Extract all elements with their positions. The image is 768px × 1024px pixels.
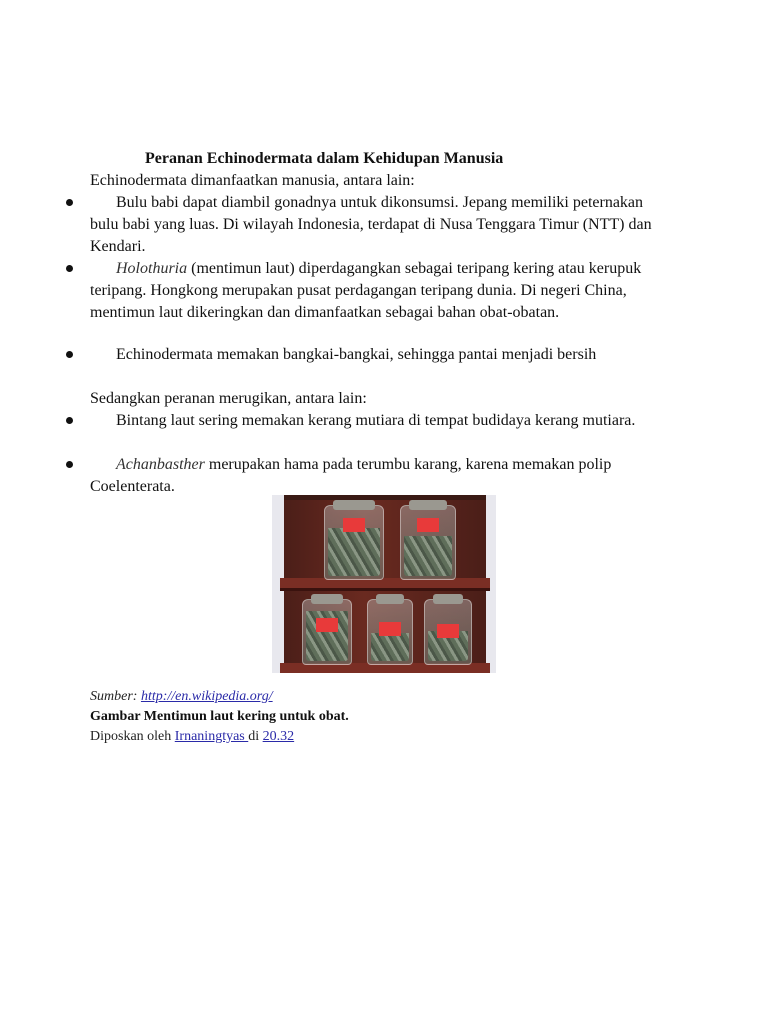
- benefit-item-3: [90, 344, 670, 366]
- post-meta-prefix: Diposkan oleh: [90, 729, 175, 744]
- harm-item-2: [90, 454, 670, 498]
- source-link[interactable]: http://en.wikipedia.org/: [140, 689, 273, 704]
- image-caption: Gambar Mentimun laut kering untuk obat.: [90, 709, 349, 724]
- source-label: Sumber:: [90, 689, 141, 704]
- author-link[interactable]: Irnaningtyas: [174, 729, 249, 744]
- bullet-icon: [66, 265, 73, 272]
- sea-cucumber-jars-image: [272, 495, 496, 673]
- bullet-icon: [66, 351, 73, 358]
- post-meta-middle: di: [248, 729, 263, 744]
- benefits-intro: Echinodermata dimanfaatkan manusia, antara lain:: [90, 172, 415, 189]
- image-source: [90, 688, 273, 706]
- benefit-item-text: Bulu babi dapat diambil gonadnya untuk dikonsumsi. Jepang memiliki peternakan bulu babi yang luas. Di wilayah Indonesia, terdapat di Nusa Tenggara Timur (NTT) dan Kendari.: [90, 194, 652, 255]
- harms-intro: Sedangkan peranan merugikan, antara lain:: [90, 390, 367, 407]
- harm-item-1: [90, 410, 670, 432]
- bullet-icon: [66, 417, 73, 424]
- harm-item-text: merupakan hama pada terumbu karang, karena memakan polip Coelenterata.: [90, 456, 612, 495]
- post-meta: [90, 728, 294, 746]
- harm-item-italic: Achanbasther: [116, 456, 205, 473]
- post-time-link[interactable]: 20.32: [262, 729, 295, 744]
- bullet-icon: [66, 461, 73, 468]
- benefit-item-italic: Holothuria: [116, 260, 188, 277]
- benefit-item-1: [90, 192, 670, 258]
- harm-item-text: Bintang laut sering memakan kerang mutiara di tempat budidaya kerang mutiara.: [116, 412, 636, 429]
- benefit-item-text: (mentimun laut) diperdagangkan sebagai teripang kering atau kerupuk teripang. Hongkong merupakan pusat perdagangan teripang dunia. Di negeri China, mentimun laut dikeringkan dan dimanfaatkan sebagai bahan obat-obatan.: [90, 260, 642, 321]
- bullet-icon: [66, 199, 73, 206]
- benefit-item-2: [90, 258, 670, 324]
- document-title: Peranan Echinodermata dalam Kehidupan Manusia: [145, 150, 504, 167]
- benefit-item-text: Echinodermata memakan bangkai-bangkai, sehingga pantai menjadi bersih: [116, 346, 597, 363]
